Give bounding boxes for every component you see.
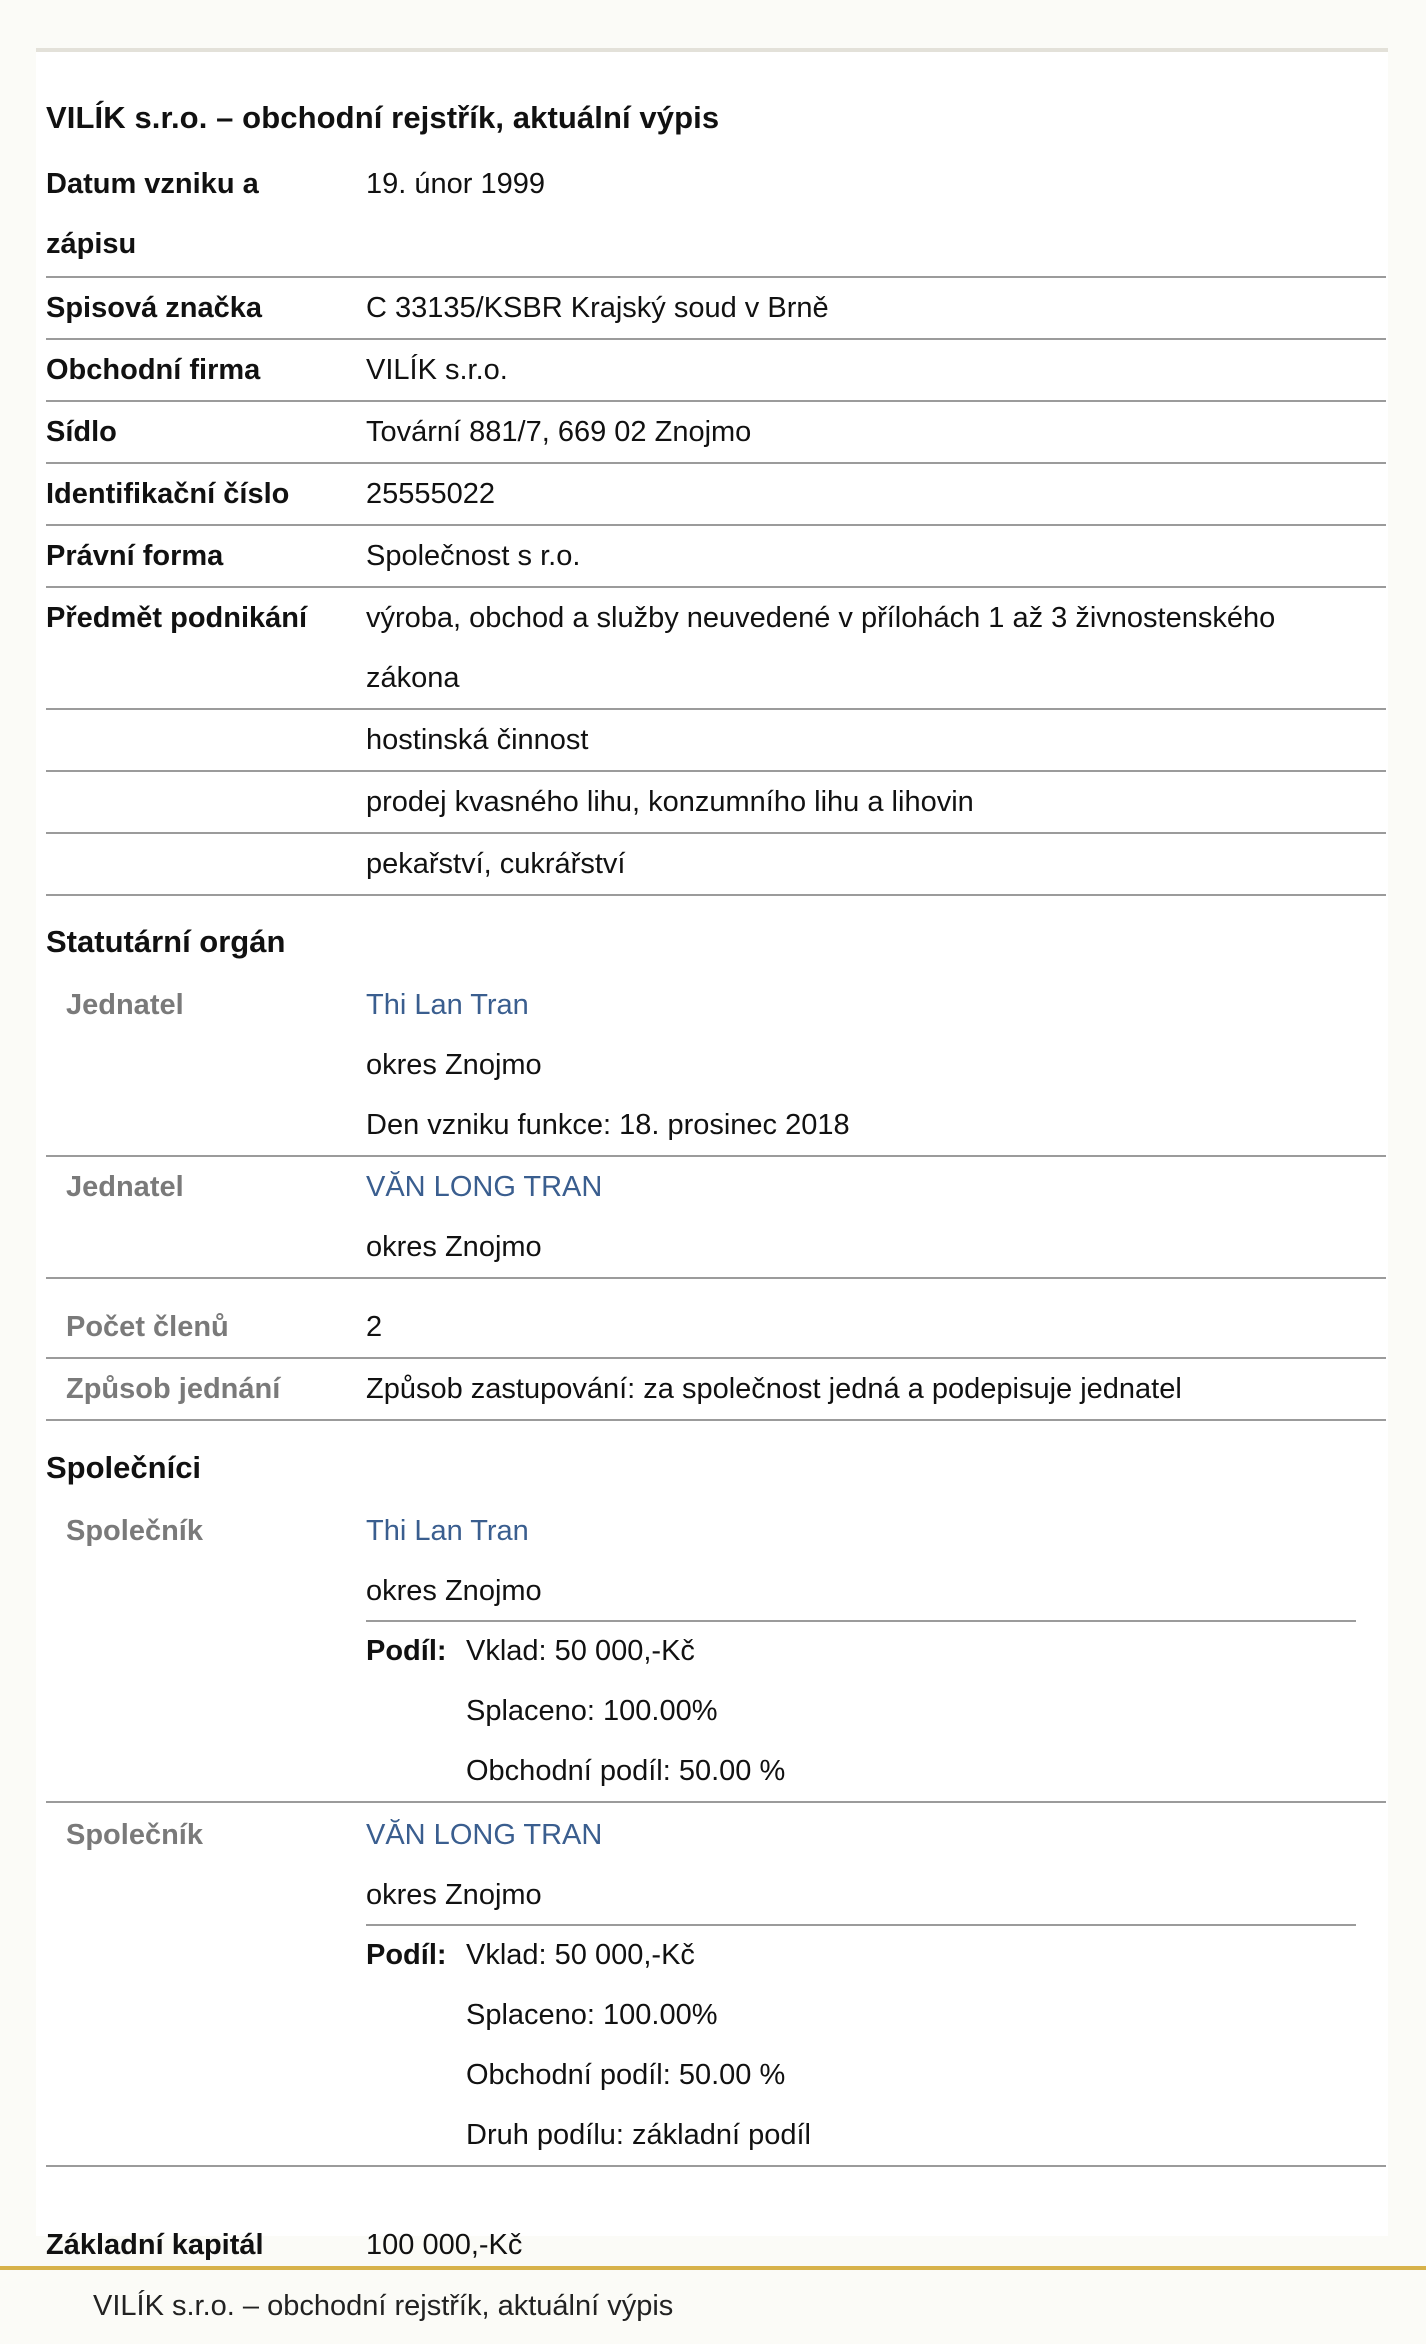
podil-vklad: Vklad: 50 000,-Kč <box>466 1635 695 1667</box>
sidlo-value: Tovární 881/7, 669 02 Znojmo <box>366 416 752 448</box>
row-datum-vzniku <box>46 154 1386 278</box>
datum-label-line1: Datum vzniku a <box>46 168 259 200</box>
ico-label: Identifikační číslo <box>46 478 290 510</box>
predmet-item-1-cont: zákona <box>366 662 460 694</box>
row-sidlo <box>46 402 1386 464</box>
row-predmet-3 <box>46 772 1386 834</box>
row-predmet-podnikani <box>46 588 1386 710</box>
predmet-item-1: výroba, obchod a služby neuvedené v přílohách 1 až 3 živnostenského <box>366 602 1276 634</box>
member-name-link[interactable]: VĂN LONG TRAN <box>366 1171 603 1203</box>
member-name-link[interactable]: Thi Lan Tran <box>366 989 529 1021</box>
footer-text: VILÍK s.r.o. – obchodní rejstřík, aktuální výpis <box>93 2290 674 2322</box>
pocet-label: Počet členů <box>66 1311 229 1343</box>
pocet-value: 2 <box>366 1311 383 1343</box>
statutarni-member-2 <box>46 1157 1386 1279</box>
podil-vklad: Vklad: 50 000,-Kč <box>466 1939 695 1971</box>
podil-druh: Druh podílu: základní podíl <box>466 2119 811 2151</box>
zpusob-value: Způsob zastupování: za společnost jedná a podepisuje jednatel <box>366 1373 1182 1405</box>
partner-okres: okres Znojmo <box>366 1879 542 1911</box>
row-spisova-znacka <box>46 278 1386 340</box>
partner-name-link[interactable]: Thi Lan Tran <box>366 1515 529 1547</box>
zpusob-label: Způsob jednání <box>66 1373 281 1405</box>
spis-value: C 33135/KSBR Krajský soud v Brně <box>366 292 829 324</box>
podil-splaceno: Splaceno: 100.00% <box>466 1695 718 1727</box>
page-title: VILÍK s.r.o. – obchodní rejstřík, aktuální výpis <box>46 100 720 135</box>
row-predmet-2 <box>46 710 1386 772</box>
page-footer <box>0 2266 1426 2344</box>
member-role: Jednatel <box>66 1171 184 1203</box>
statutarni-heading: Statutární orgán <box>46 924 286 959</box>
row-pocet-clenu <box>46 1297 1386 1359</box>
sidlo-label: Sídlo <box>46 416 117 448</box>
member-okres: okres Znojmo <box>366 1231 542 1263</box>
member-role: Jednatel <box>66 989 184 1021</box>
datum-value: 19. únor 1999 <box>366 168 545 200</box>
row-ico <box>46 464 1386 526</box>
partner-role: Společník <box>66 1819 203 1851</box>
row-predmet-4 <box>46 834 1386 896</box>
forma-label: Právní forma <box>46 540 224 572</box>
predmet-label: Předmět podnikání <box>46 602 308 634</box>
partner-name-link[interactable]: VĂN LONG TRAN <box>366 1819 603 1851</box>
ico-value: 25555022 <box>366 478 496 510</box>
podil-obchodni: Obchodní podíl: 50.00 % <box>466 2059 786 2091</box>
podil-obchodni: Obchodní podíl: 50.00 % <box>466 1755 786 1787</box>
firma-label: Obchodní firma <box>46 354 261 386</box>
spis-label: Spisová značka <box>46 292 262 324</box>
member-okres: okres Znojmo <box>366 1049 542 1081</box>
forma-value: Společnost s r.o. <box>366 540 581 572</box>
row-zpusob-jednani <box>46 1359 1386 1421</box>
member-funkce: Den vzniku funkce: 18. prosinec 2018 <box>366 1109 850 1141</box>
predmet-item-4: pekařství, cukrářství <box>366 848 626 880</box>
podil-splaceno: Splaceno: 100.00% <box>466 1999 718 2031</box>
datum-label-line2: zápisu <box>46 228 137 260</box>
podil-label: Podíl: <box>366 1635 447 1667</box>
partner-okres: okres Znojmo <box>366 1575 542 1607</box>
predmet-item-2: hostinská činnost <box>366 724 589 756</box>
register-extract-card <box>36 48 1388 2261</box>
predmet-item-3: prodej kvasného lihu, konzumního lihu a lihovin <box>366 786 974 818</box>
spolecnici-heading: Společníci <box>46 1450 202 1485</box>
row-obchodni-firma <box>46 340 1386 402</box>
statutarni-member-1 <box>46 975 1386 1157</box>
partner-2 <box>46 1805 1386 2167</box>
podil-label: Podíl: <box>366 1939 447 1971</box>
kapital-label: Základní kapitál <box>46 2229 264 2261</box>
firma-value: VILÍK s.r.o. <box>366 354 508 386</box>
kapital-value: 100 000,-Kč <box>366 2229 523 2261</box>
partner-role: Společník <box>66 1515 203 1547</box>
partner-1 <box>46 1501 1386 1803</box>
row-pravni-forma <box>46 526 1386 588</box>
